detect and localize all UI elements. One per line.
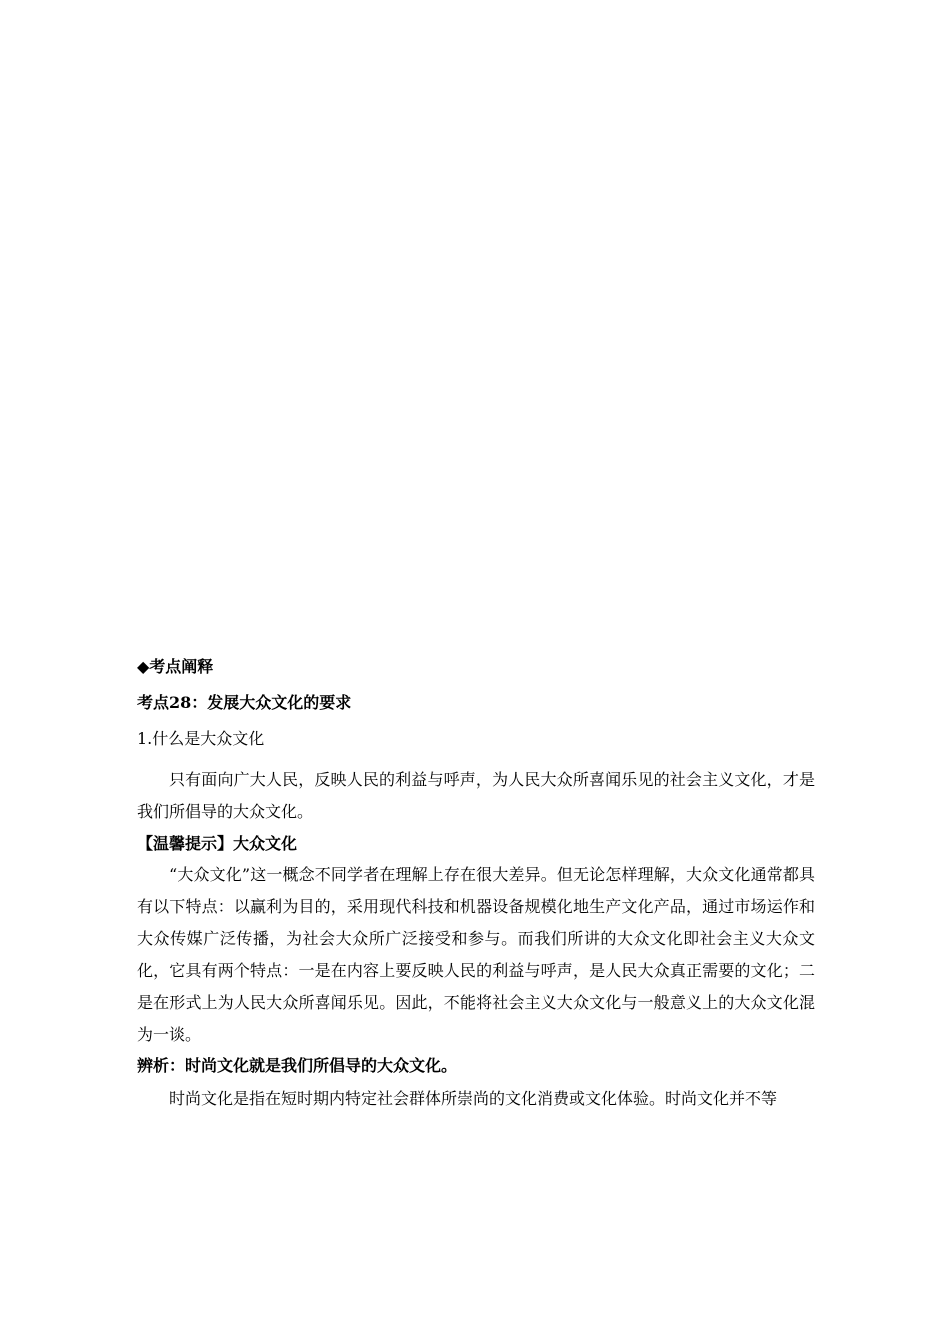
section-header: ◆考点阐释 [137, 657, 214, 676]
analysis-paragraph: 时尚文化是指在短时期内特定社会群体所崇尚的文化消费或文化体验。时尚文化并不等 [169, 1089, 778, 1108]
tip-label: 【温馨提示】大众文化 [137, 834, 298, 853]
paragraph-definition: 只有面向广大人民，反映人民的利益与呼声，为人民大众所喜闻乐见的社会主义文化，才是我们所倡导的大众文化。 [137, 770, 815, 821]
tip-paragraph: “大众文化”这一概念不同学者在理解上存在很大差异。但无论怎样理解，大众文化通常都具有以下特点：以赢利为目的，采用现代科技和机器设备规模化地生产文化产品，通过市场运作和大众传媒广泛传播，为社会大众所广泛接受和参与。而我们所讲的大众文化即社会主义大众文化，它具有两个特点：一是在内容上要反映人民的利益与呼声，是人民大众真正需要的文化；二是在形式上为人民大众所喜闻乐见。因此，不能将社会主义大众文化与一般意义上的大众文化混为一谈。 [137, 865, 815, 1044]
analysis-label: 辨析：时尚文化就是我们所倡导的大众文化。 [137, 1056, 458, 1075]
subheading: 1.什么是大众文化 [137, 729, 265, 748]
topic-title: 考点28：发展大众文化的要求 [137, 693, 352, 712]
document-content [137, 656, 815, 1115]
